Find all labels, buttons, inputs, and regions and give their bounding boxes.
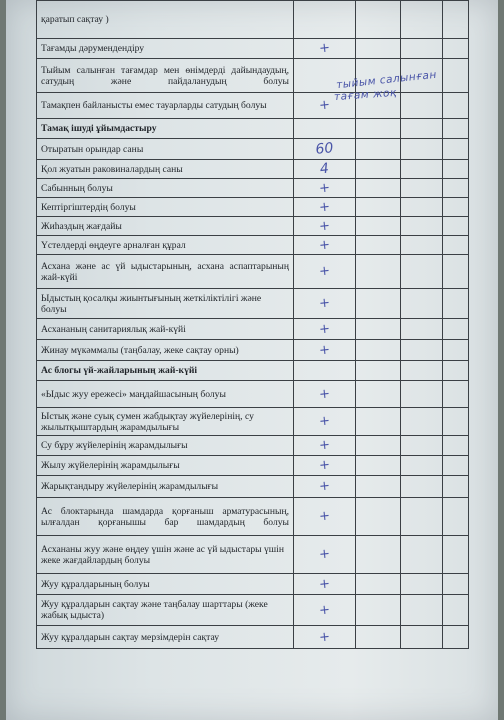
mark-cell	[294, 139, 356, 160]
table-row	[37, 456, 469, 476]
empty-cell	[443, 340, 469, 361]
empty-cell	[401, 361, 443, 381]
empty-cell	[401, 476, 443, 498]
handwritten-value: 60	[314, 139, 335, 158]
empty-cell	[443, 574, 469, 595]
empty-cell	[356, 179, 401, 198]
handwritten-note-line2: тағам жоқ	[333, 86, 398, 104]
empty-cell	[356, 319, 401, 340]
table-row	[37, 236, 469, 255]
item-label: Ыстық және суық сумен жабдықтау жүйелерінің, су жылытқыштардың жарамдылығы	[37, 408, 294, 436]
empty-cell	[443, 456, 469, 476]
empty-cell	[401, 381, 443, 408]
empty-cell	[443, 595, 469, 626]
item-label: Кептіргіштердің болуы	[37, 198, 294, 217]
plus-mark: +	[318, 437, 331, 454]
empty-cell	[356, 626, 401, 649]
table-row	[37, 574, 469, 595]
mark-cell	[294, 456, 356, 476]
empty-cell	[443, 289, 469, 319]
empty-cell	[356, 236, 401, 255]
plus-mark: +	[318, 198, 331, 216]
empty-cell	[443, 1, 469, 39]
empty-cell	[443, 119, 469, 139]
empty-cell	[443, 59, 469, 93]
plus-mark: +	[318, 478, 331, 495]
mark-cell	[294, 217, 356, 236]
mark-cell	[294, 255, 356, 289]
empty-cell	[356, 595, 401, 626]
table-row	[37, 340, 469, 361]
empty-cell	[443, 536, 469, 574]
mark-cell	[294, 160, 356, 179]
empty-cell	[356, 536, 401, 574]
mark-cell	[294, 119, 356, 139]
empty-cell	[356, 574, 401, 595]
empty-cell	[401, 236, 443, 255]
empty-cell	[443, 179, 469, 198]
item-label: Тағамды дәрумендендіру	[37, 39, 294, 59]
plus-mark: +	[318, 97, 331, 114]
empty-cell	[401, 139, 443, 160]
empty-cell	[356, 217, 401, 236]
plus-mark: +	[318, 508, 331, 525]
empty-cell	[443, 476, 469, 498]
mark-cell	[294, 536, 356, 574]
item-label: Үстелдерді өңдеуге арналған құрал	[37, 236, 294, 255]
table-row	[37, 160, 469, 179]
mark-cell	[294, 408, 356, 436]
empty-cell	[356, 160, 401, 179]
item-label: Су бұру жүйелерінің жарамдылығы	[37, 436, 294, 456]
empty-cell	[401, 93, 443, 119]
plus-mark: +	[318, 320, 331, 338]
mark-cell	[294, 381, 356, 408]
empty-cell	[401, 217, 443, 236]
plus-mark: +	[318, 179, 331, 197]
document-sheet	[6, 0, 498, 720]
table-row	[37, 255, 469, 289]
item-label: Асхананы жуу және өңдеу үшін және ас үй ыдыстары үшін жеке жағдайлардың болуы	[37, 536, 294, 574]
empty-cell	[401, 119, 443, 139]
item-label: Асхана және ас үй ыдыстарының, асхана аспаптарының жай-күйі	[37, 255, 294, 289]
item-label: Жинау мүкәммалы (таңбалау, жеке сақтау орны)	[37, 340, 294, 361]
empty-cell	[401, 1, 443, 39]
handwritten-value	[294, 367, 355, 373]
mark-cell	[294, 319, 356, 340]
item-label: Асхананың санитариялық жай-күйі	[37, 319, 294, 340]
plus-mark: +	[318, 457, 331, 474]
item-label: Жуу құралдарын сақтау және таңбалау шарттары (жеке жабық ыдыста)	[37, 595, 294, 626]
mark-cell	[294, 1, 356, 39]
empty-cell	[401, 408, 443, 436]
mark-cell	[294, 498, 356, 536]
plus-mark: +	[318, 263, 331, 280]
empty-cell	[401, 436, 443, 456]
section-heading: Ас блогы үй-жайларының жай-күйі	[37, 361, 294, 381]
handwritten-value	[294, 16, 355, 22]
table-row	[37, 436, 469, 456]
plus-mark: +	[318, 40, 331, 57]
plus-mark: +	[318, 546, 331, 563]
mark-cell	[294, 179, 356, 198]
empty-cell	[443, 361, 469, 381]
empty-cell	[401, 595, 443, 626]
item-label: Жылу жүйелерінің жарамдылығы	[37, 456, 294, 476]
empty-cell	[356, 456, 401, 476]
item-label: Жуу құралдарының болуы	[37, 574, 294, 595]
plus-mark: +	[318, 575, 331, 593]
item-label: Жиһаздың жағдайы	[37, 217, 294, 236]
mark-cell	[294, 436, 356, 456]
item-label: Тамақпен байланысты емес тауарларды сатудың болуы	[37, 93, 294, 119]
plus-mark: +	[318, 341, 331, 359]
empty-cell	[356, 289, 401, 319]
handwritten-value: 4	[319, 160, 330, 177]
empty-cell	[401, 456, 443, 476]
handwritten-value	[294, 125, 355, 131]
item-label: Ыдыстың қосалқы жиынтығының жеткіліктілігі және болуы	[37, 289, 294, 319]
empty-cell	[356, 119, 401, 139]
empty-cell	[356, 139, 401, 160]
item-label: Жуу құралдарын сақтау мерзімдерін сақтау	[37, 626, 294, 649]
empty-cell	[443, 217, 469, 236]
table-row	[37, 217, 469, 236]
table-row	[37, 198, 469, 217]
plus-mark: +	[318, 217, 331, 235]
empty-cell	[401, 574, 443, 595]
empty-cell	[401, 160, 443, 179]
empty-cell	[443, 436, 469, 456]
mark-cell	[294, 574, 356, 595]
table-row	[37, 93, 469, 119]
item-label: қаратып сақтау )	[37, 1, 294, 39]
table-row	[37, 39, 469, 59]
empty-cell	[356, 255, 401, 289]
mark-cell	[294, 198, 356, 217]
empty-cell	[356, 498, 401, 536]
mark-cell	[294, 626, 356, 649]
empty-cell	[443, 39, 469, 59]
item-label: Ас блоктарында шамдарда қорғаныш арматурасының, ылғалдан қорғанышы бар шамдардың болуы	[37, 498, 294, 536]
section-row	[37, 119, 469, 139]
empty-cell	[443, 408, 469, 436]
empty-cell	[356, 436, 401, 456]
checklist-body	[37, 1, 469, 649]
checklist-table	[36, 0, 469, 649]
empty-cell	[401, 179, 443, 198]
plus-mark: +	[318, 628, 331, 646]
empty-cell	[443, 93, 469, 119]
empty-cell	[356, 340, 401, 361]
mark-cell	[294, 476, 356, 498]
table-row	[37, 476, 469, 498]
empty-cell	[401, 198, 443, 217]
empty-cell	[443, 236, 469, 255]
mark-cell	[294, 595, 356, 626]
empty-cell	[401, 626, 443, 649]
empty-cell	[356, 1, 401, 39]
table-row	[37, 1, 469, 39]
empty-cell	[401, 289, 443, 319]
table-row	[37, 536, 469, 574]
mark-cell	[294, 361, 356, 381]
empty-cell	[356, 198, 401, 217]
plus-mark: +	[318, 295, 331, 312]
empty-cell	[401, 536, 443, 574]
empty-cell	[401, 39, 443, 59]
empty-cell	[401, 319, 443, 340]
empty-cell	[356, 39, 401, 59]
table-row	[37, 498, 469, 536]
table-row	[37, 626, 469, 649]
empty-cell	[356, 361, 401, 381]
item-label: Сабынның болуы	[37, 179, 294, 198]
table-row	[37, 381, 469, 408]
plus-mark: +	[318, 236, 331, 254]
plus-mark: +	[318, 413, 331, 430]
item-label: Тыйым салынған тағамдар мен өнімдерді дайындаудың, сатудың және пайдаланудың болуы	[37, 59, 294, 93]
empty-cell	[443, 319, 469, 340]
table-row	[37, 289, 469, 319]
table-row	[37, 595, 469, 626]
item-label: Отыратын орындар саны	[37, 139, 294, 160]
empty-cell	[443, 160, 469, 179]
empty-cell	[443, 139, 469, 160]
table-row	[37, 408, 469, 436]
mark-cell	[294, 236, 356, 255]
item-label: Қол жуатын раковиналардың саны	[37, 160, 294, 179]
section-row	[37, 361, 469, 381]
mark-cell	[294, 289, 356, 319]
empty-cell	[356, 408, 401, 436]
empty-cell	[443, 255, 469, 289]
empty-cell	[443, 498, 469, 536]
mark-cell	[294, 340, 356, 361]
table-row	[37, 319, 469, 340]
handwritten-note-line1: тыйым салынған	[335, 68, 438, 92]
empty-cell	[356, 381, 401, 408]
item-label: Жарықтандыру жүйелерінің жарамдылығы	[37, 476, 294, 498]
empty-cell	[401, 498, 443, 536]
empty-cell	[401, 255, 443, 289]
empty-cell	[356, 476, 401, 498]
section-heading: Тамақ ішуді ұйымдастыру	[37, 119, 294, 139]
empty-cell	[401, 340, 443, 361]
table-row	[37, 179, 469, 198]
plus-mark: +	[318, 385, 331, 403]
empty-cell	[443, 626, 469, 649]
plus-mark: +	[318, 601, 331, 619]
empty-cell	[443, 198, 469, 217]
table-row	[37, 139, 469, 160]
mark-cell	[294, 39, 356, 59]
empty-cell	[443, 381, 469, 408]
item-label: «Ыдыс жуу ережесі» маңдайшасының болуы	[37, 381, 294, 408]
